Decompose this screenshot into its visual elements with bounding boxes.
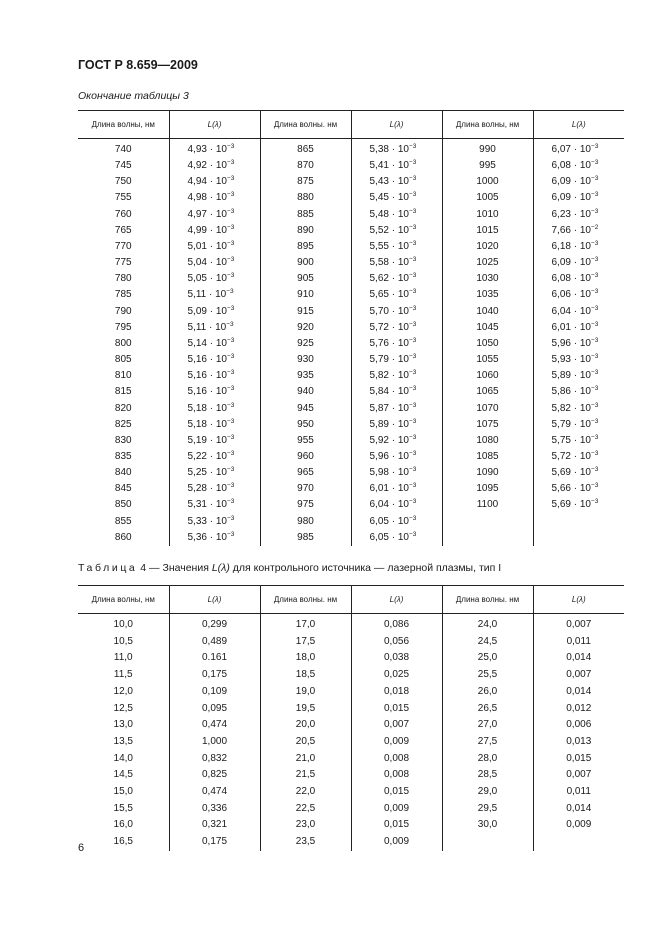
wavelength-cell: 26,0 bbox=[442, 684, 533, 701]
wavelength-cell: 14,5 bbox=[78, 767, 169, 784]
wavelength-cell: 14,0 bbox=[78, 751, 169, 768]
table-row bbox=[78, 368, 624, 384]
wavelength-cell: 11,5 bbox=[78, 667, 169, 684]
wavelength-cell: 955 bbox=[260, 433, 351, 449]
wavelength-cell: 21,0 bbox=[260, 751, 351, 768]
wavelength-cell: 12,0 bbox=[78, 684, 169, 701]
value-cell: $4,98 \cdot 10^{-3}$ bbox=[169, 190, 260, 206]
value-cell: $5,84 \cdot 10^{-3}$ bbox=[351, 384, 442, 400]
value-cell: $5,72 \cdot 10^{-3}$ bbox=[351, 320, 442, 336]
value-cell: $5,11 \cdot 10^{-3}$ bbox=[169, 320, 260, 336]
table3-header-wavelength-3: Длина волны, нм bbox=[442, 111, 533, 139]
wavelength-cell: 28,5 bbox=[442, 767, 533, 784]
wavelength-cell: 17,5 bbox=[260, 634, 351, 651]
wavelength-cell: 20,5 bbox=[260, 734, 351, 751]
table-row bbox=[78, 336, 624, 352]
wavelength-cell: 10,0 bbox=[78, 614, 169, 634]
table-row bbox=[78, 614, 624, 634]
value-cell bbox=[533, 514, 624, 530]
wavelength-cell: 800 bbox=[78, 336, 169, 352]
wavelength-cell: 18,5 bbox=[260, 667, 351, 684]
table3 bbox=[78, 110, 624, 546]
wavelength-cell: 945 bbox=[260, 401, 351, 417]
value-cell: $5,43 \cdot 10^{-3}$ bbox=[351, 174, 442, 190]
wavelength-cell: 10,5 bbox=[78, 634, 169, 651]
value-cell: 0,175 bbox=[169, 834, 260, 851]
value-cell: 0,008 bbox=[351, 751, 442, 768]
wavelength-cell: 935 bbox=[260, 368, 351, 384]
table-row bbox=[78, 223, 624, 239]
wavelength-cell: 19,5 bbox=[260, 701, 351, 718]
wavelength-cell: 900 bbox=[260, 255, 351, 271]
wavelength-cell: 1035 bbox=[442, 287, 533, 303]
value-cell: $5,76 \cdot 10^{-3}$ bbox=[351, 336, 442, 352]
wavelength-cell: 16,0 bbox=[78, 817, 169, 834]
value-cell: 0,007 bbox=[351, 717, 442, 734]
value-cell: 0,336 bbox=[169, 801, 260, 818]
value-cell: $5,70 \cdot 10^{-3}$ bbox=[351, 304, 442, 320]
wavelength-cell: 15,5 bbox=[78, 801, 169, 818]
table-row bbox=[78, 352, 624, 368]
table-row bbox=[78, 465, 624, 481]
value-cell: 0,015 bbox=[351, 701, 442, 718]
value-cell: $5,11 \cdot 10^{-3}$ bbox=[169, 287, 260, 303]
value-cell: $4,94 \cdot 10^{-3}$ bbox=[169, 174, 260, 190]
table3-header-value-1: L(λ) bbox=[169, 111, 260, 139]
value-cell: $5,86 \cdot 10^{-3}$ bbox=[551, 385, 599, 398]
wavelength-cell: 870 bbox=[260, 158, 351, 174]
table-row bbox=[78, 287, 624, 303]
value-cell: $5,89 \cdot 10^{-3}$ bbox=[351, 417, 442, 433]
wavelength-cell: 11,0 bbox=[78, 650, 169, 667]
table-row bbox=[78, 304, 624, 320]
value-cell: 0,175 bbox=[169, 667, 260, 684]
wavelength-cell: 920 bbox=[260, 320, 351, 336]
value-cell: 0,006 bbox=[566, 719, 592, 731]
wavelength-cell: 15,0 bbox=[78, 784, 169, 801]
table-row bbox=[78, 271, 624, 287]
table4-header-row bbox=[78, 586, 624, 614]
wavelength-cell: 29,0 bbox=[442, 784, 533, 801]
wavelength-cell: 830 bbox=[78, 433, 169, 449]
wavelength-cell: 1070 bbox=[442, 401, 533, 417]
value-cell: $5,75 \cdot 10^{-3}$ bbox=[551, 433, 599, 446]
table-row bbox=[78, 751, 624, 768]
value-cell: 0,095 bbox=[169, 701, 260, 718]
wavelength-cell: 1040 bbox=[442, 304, 533, 320]
wavelength-cell: 18,0 bbox=[260, 650, 351, 667]
wavelength-cell: 29,5 bbox=[442, 801, 533, 818]
wavelength-cell: 970 bbox=[260, 481, 351, 497]
table-row bbox=[78, 497, 624, 513]
value-cell: $5,38 \cdot 10^{-3}$ bbox=[351, 139, 442, 159]
table-row bbox=[78, 634, 624, 651]
value-cell: 0,299 bbox=[169, 614, 260, 634]
value-cell: $5,93 \cdot 10^{-3}$ bbox=[551, 353, 599, 366]
value-cell: 0,007 bbox=[566, 669, 592, 681]
value-cell: $5,33 \cdot 10^{-3}$ bbox=[169, 514, 260, 530]
wavelength-cell: 840 bbox=[78, 465, 169, 481]
value-cell: 0,025 bbox=[351, 667, 442, 684]
table4 bbox=[78, 585, 624, 851]
value-cell: $5,82 \cdot 10^{-3}$ bbox=[351, 368, 442, 384]
value-cell: $6,09 \cdot 10^{-3}$ bbox=[551, 256, 599, 269]
wavelength-cell: 22,5 bbox=[260, 801, 351, 818]
value-cell: 0,474 bbox=[169, 784, 260, 801]
wavelength-cell: 785 bbox=[78, 287, 169, 303]
wavelength-cell: 780 bbox=[78, 271, 169, 287]
wavelength-cell: 1050 bbox=[442, 336, 533, 352]
value-cell: 0,018 bbox=[351, 684, 442, 701]
value-cell: 0,009 bbox=[566, 819, 592, 831]
table3-header-value-3: L(λ) bbox=[533, 111, 624, 139]
value-cell: 0,011 bbox=[566, 786, 591, 798]
wavelength-cell: 1020 bbox=[442, 239, 533, 255]
value-cell: 0,009 bbox=[351, 801, 442, 818]
wavelength-cell: 885 bbox=[260, 207, 351, 223]
wavelength-cell bbox=[442, 514, 533, 530]
wavelength-cell: 845 bbox=[78, 481, 169, 497]
wavelength-cell: 815 bbox=[78, 384, 169, 400]
value-cell: 0,007 bbox=[566, 619, 592, 630]
wavelength-cell: 795 bbox=[78, 320, 169, 336]
value-cell: $5,52 \cdot 10^{-3}$ bbox=[351, 223, 442, 239]
value-cell: $5,04 \cdot 10^{-3}$ bbox=[169, 255, 260, 271]
wavelength-cell: 1045 bbox=[442, 320, 533, 336]
value-cell: 0,012 bbox=[566, 702, 592, 714]
wavelength-cell: 1095 bbox=[442, 481, 533, 497]
wavelength-cell: 30,0 bbox=[442, 817, 533, 834]
wavelength-cell: 1080 bbox=[442, 433, 533, 449]
table-row bbox=[78, 433, 624, 449]
wavelength-cell: 835 bbox=[78, 449, 169, 465]
value-cell: $7,66 \cdot 10^{-2}$ bbox=[551, 223, 599, 236]
wavelength-cell: 1010 bbox=[442, 207, 533, 223]
value-cell: $5,18 \cdot 10^{-3}$ bbox=[169, 401, 260, 417]
value-cell: 0,832 bbox=[169, 751, 260, 768]
table3-body bbox=[78, 139, 624, 546]
wavelength-cell: 875 bbox=[260, 174, 351, 190]
wavelength-cell: 21,5 bbox=[260, 767, 351, 784]
wavelength-cell: 855 bbox=[78, 514, 169, 530]
value-cell: 0,038 bbox=[351, 650, 442, 667]
value-cell: 0,015 bbox=[566, 752, 592, 764]
wavelength-cell: 27,0 bbox=[442, 717, 533, 734]
value-cell bbox=[533, 834, 624, 851]
value-cell: $5,48 \cdot 10^{-3}$ bbox=[351, 207, 442, 223]
wavelength-cell: 1015 bbox=[442, 223, 533, 239]
value-cell: $5,22 \cdot 10^{-3}$ bbox=[169, 449, 260, 465]
value-cell: 0,014 bbox=[566, 652, 592, 664]
value-cell: $5,05 \cdot 10^{-3}$ bbox=[169, 271, 260, 287]
wavelength-cell: 17,0 bbox=[260, 614, 351, 634]
value-cell: $6,04 \cdot 10^{-3}$ bbox=[351, 497, 442, 513]
table4-header-wavelength-3: Длина волны. нм bbox=[442, 586, 533, 614]
wavelength-cell: 1030 bbox=[442, 271, 533, 287]
value-cell: $5,09 \cdot 10^{-3}$ bbox=[169, 304, 260, 320]
value-cell: 0,014 bbox=[566, 802, 592, 814]
wavelength-cell: 1090 bbox=[442, 465, 533, 481]
value-cell: $5,18 \cdot 10^{-3}$ bbox=[169, 417, 260, 433]
value-cell: $6,08 \cdot 10^{-3}$ bbox=[551, 159, 599, 172]
wavelength-cell: 13,5 bbox=[78, 734, 169, 751]
wavelength-cell: 940 bbox=[260, 384, 351, 400]
wavelength-cell: 890 bbox=[260, 223, 351, 239]
wavelength-cell: 755 bbox=[78, 190, 169, 206]
table-row bbox=[78, 667, 624, 684]
value-cell: $6,09 \cdot 10^{-3}$ bbox=[551, 175, 599, 188]
value-cell: $5,55 \cdot 10^{-3}$ bbox=[351, 239, 442, 255]
value-cell: $5,14 \cdot 10^{-3}$ bbox=[169, 336, 260, 352]
value-cell: $5,79 \cdot 10^{-3}$ bbox=[351, 352, 442, 368]
value-cell: 0,474 bbox=[169, 717, 260, 734]
table-row bbox=[78, 530, 624, 546]
table-row bbox=[78, 190, 624, 206]
value-cell: $4,99 \cdot 10^{-3}$ bbox=[169, 223, 260, 239]
value-cell: $5,62 \cdot 10^{-3}$ bbox=[351, 271, 442, 287]
wavelength-cell: 1085 bbox=[442, 449, 533, 465]
wavelength-cell: 980 bbox=[260, 514, 351, 530]
value-cell: $4,92 \cdot 10^{-3}$ bbox=[169, 158, 260, 174]
table-row bbox=[78, 384, 624, 400]
value-cell: 0,007 bbox=[566, 769, 592, 781]
wavelength-cell: 960 bbox=[260, 449, 351, 465]
wavelength-cell: 865 bbox=[260, 139, 351, 159]
table-row bbox=[78, 784, 624, 801]
value-cell: $5,72 \cdot 10^{-3}$ bbox=[551, 449, 599, 462]
table-row bbox=[78, 207, 624, 223]
table4-header-wavelength-2: Длина волны. нм bbox=[260, 586, 351, 614]
wavelength-cell: 1000 bbox=[442, 174, 533, 190]
wavelength-cell: 915 bbox=[260, 304, 351, 320]
table-row bbox=[78, 684, 624, 701]
table3-header-row bbox=[78, 111, 624, 139]
value-cell: $5,98 \cdot 10^{-3}$ bbox=[351, 465, 442, 481]
table-row bbox=[78, 174, 624, 190]
wavelength-cell: 985 bbox=[260, 530, 351, 546]
wavelength-cell: 860 bbox=[78, 530, 169, 546]
wavelength-cell: 990 bbox=[442, 139, 533, 159]
wavelength-cell: 750 bbox=[78, 174, 169, 190]
wavelength-cell: 965 bbox=[260, 465, 351, 481]
value-cell: $5,65 \cdot 10^{-3}$ bbox=[351, 287, 442, 303]
value-cell: $4,97 \cdot 10^{-3}$ bbox=[169, 207, 260, 223]
value-cell: $6,05 \cdot 10^{-3}$ bbox=[351, 530, 442, 546]
table-row bbox=[78, 834, 624, 851]
page-number: 6 bbox=[78, 842, 85, 854]
value-cell: 0,825 bbox=[169, 767, 260, 784]
table4-header-value-1: L(λ) bbox=[169, 586, 260, 614]
table-row bbox=[78, 401, 624, 417]
standard-designation: ГОСТ Р 8.659—2009 bbox=[78, 58, 198, 72]
table3-header-wavelength-1: Длина волны, нм bbox=[78, 111, 169, 139]
value-cell: $5,25 \cdot 10^{-3}$ bbox=[169, 465, 260, 481]
table4-body bbox=[78, 614, 624, 851]
value-cell: $5,69 \cdot 10^{-3}$ bbox=[551, 466, 599, 479]
wavelength-cell: 27,5 bbox=[442, 734, 533, 751]
table4-header-wavelength-1: Длина волны, нм bbox=[78, 586, 169, 614]
wavelength-cell: 28,0 bbox=[442, 751, 533, 768]
value-cell: $5,16 \cdot 10^{-3}$ bbox=[169, 368, 260, 384]
value-cell: $5,28 \cdot 10^{-3}$ bbox=[169, 481, 260, 497]
value-cell: $6,04 \cdot 10^{-3}$ bbox=[551, 304, 599, 317]
wavelength-cell: 790 bbox=[78, 304, 169, 320]
value-cell: 0,109 bbox=[169, 684, 260, 701]
value-cell: 0.161 bbox=[169, 650, 260, 667]
value-cell: $6,05 \cdot 10^{-3}$ bbox=[351, 514, 442, 530]
table4-caption: Таблица 4 — Значения L(λ) для контрольного источника — лазерной плазмы, тип I bbox=[78, 562, 502, 574]
value-cell: 0,056 bbox=[351, 634, 442, 651]
value-cell: 0,008 bbox=[351, 767, 442, 784]
value-cell: $5,69 \cdot 10^{-3}$ bbox=[551, 498, 599, 511]
wavelength-cell: 13,0 bbox=[78, 717, 169, 734]
value-cell: $6,06 \cdot 10^{-3}$ bbox=[551, 288, 599, 301]
value-cell: $5,87 \cdot 10^{-3}$ bbox=[351, 401, 442, 417]
wavelength-cell: 820 bbox=[78, 401, 169, 417]
value-cell: 0,321 bbox=[169, 817, 260, 834]
wavelength-cell: 775 bbox=[78, 255, 169, 271]
table-row bbox=[78, 650, 624, 667]
value-cell: $5,82 \cdot 10^{-3}$ bbox=[551, 401, 599, 414]
value-cell: 0,014 bbox=[566, 685, 592, 697]
wavelength-cell: 905 bbox=[260, 271, 351, 287]
table-row bbox=[78, 158, 624, 174]
value-cell: $5,96 \cdot 10^{-3}$ bbox=[351, 449, 442, 465]
value-cell: $4,93 \cdot 10^{-3}$ bbox=[169, 139, 260, 159]
wavelength-cell: 25,0 bbox=[442, 650, 533, 667]
wavelength-cell: 1055 bbox=[442, 352, 533, 368]
value-cell bbox=[533, 530, 624, 546]
wavelength-cell: 26,5 bbox=[442, 701, 533, 718]
value-cell: 0,489 bbox=[169, 634, 260, 651]
wavelength-cell: 925 bbox=[260, 336, 351, 352]
value-cell: $6,01 \cdot 10^{-3}$ bbox=[551, 320, 599, 333]
value-cell: $5,45 \cdot 10^{-3}$ bbox=[351, 190, 442, 206]
value-cell: $5,36 \cdot 10^{-3}$ bbox=[169, 530, 260, 546]
value-cell: 0,011 bbox=[566, 635, 591, 647]
value-cell: $6,01 \cdot 10^{-3}$ bbox=[351, 481, 442, 497]
wavelength-cell: 950 bbox=[260, 417, 351, 433]
wavelength-cell: 740 bbox=[78, 139, 169, 159]
value-cell: $5,92 \cdot 10^{-3}$ bbox=[351, 433, 442, 449]
wavelength-cell: 810 bbox=[78, 368, 169, 384]
value-cell: $5,31 \cdot 10^{-3}$ bbox=[169, 497, 260, 513]
value-cell: $6,08 \cdot 10^{-3}$ bbox=[551, 272, 599, 285]
table-row bbox=[78, 801, 624, 818]
wavelength-cell: 24,0 bbox=[442, 614, 533, 634]
value-cell: $6,23 \cdot 10^{-3}$ bbox=[551, 207, 599, 220]
value-cell: $5,58 \cdot 10^{-3}$ bbox=[351, 255, 442, 271]
value-cell: $6,07 \cdot 10^{-3}$ bbox=[551, 143, 599, 155]
table-row bbox=[78, 417, 624, 433]
wavelength-cell: 22,0 bbox=[260, 784, 351, 801]
wavelength-cell: 995 bbox=[442, 158, 533, 174]
table-row bbox=[78, 734, 624, 751]
wavelength-cell: 1065 bbox=[442, 384, 533, 400]
table3-header-value-2: L(λ) bbox=[351, 111, 442, 139]
wavelength-cell: 23,0 bbox=[260, 817, 351, 834]
wavelength-cell: 975 bbox=[260, 497, 351, 513]
wavelength-cell: 895 bbox=[260, 239, 351, 255]
value-cell: $5,66 \cdot 10^{-3}$ bbox=[551, 482, 599, 495]
wavelength-cell: 850 bbox=[78, 497, 169, 513]
value-cell: $5,41 \cdot 10^{-3}$ bbox=[351, 158, 442, 174]
wavelength-cell: 16,5 bbox=[78, 834, 169, 851]
wavelength-cell: 765 bbox=[78, 223, 169, 239]
wavelength-cell: 805 bbox=[78, 352, 169, 368]
wavelength-cell: 760 bbox=[78, 207, 169, 223]
table-row bbox=[78, 449, 624, 465]
value-cell: $5,96 \cdot 10^{-3}$ bbox=[551, 336, 599, 349]
table-row bbox=[78, 717, 624, 734]
value-cell: $5,79 \cdot 10^{-3}$ bbox=[551, 417, 599, 430]
table-row bbox=[78, 481, 624, 497]
table-row bbox=[78, 701, 624, 718]
table4-header-value-2: L(λ) bbox=[351, 586, 442, 614]
value-cell: 0,009 bbox=[351, 734, 442, 751]
wavelength-cell: 12,5 bbox=[78, 701, 169, 718]
wavelength-cell: 930 bbox=[260, 352, 351, 368]
value-cell: $5,89 \cdot 10^{-3}$ bbox=[551, 369, 599, 382]
table-row bbox=[78, 767, 624, 784]
wavelength-cell: 20,0 bbox=[260, 717, 351, 734]
table-row bbox=[78, 239, 624, 255]
wavelength-cell bbox=[442, 834, 533, 851]
table3-continuation-label: Окончание таблицы 3 bbox=[78, 90, 189, 102]
wavelength-cell: 1005 bbox=[442, 190, 533, 206]
wavelength-cell: 770 bbox=[78, 239, 169, 255]
table-row bbox=[78, 255, 624, 271]
value-cell: 0,086 bbox=[351, 614, 442, 634]
wavelength-cell bbox=[442, 530, 533, 546]
wavelength-cell: 1100 bbox=[442, 497, 533, 513]
value-cell: $5,01 \cdot 10^{-3}$ bbox=[169, 239, 260, 255]
wavelength-cell: 19,0 bbox=[260, 684, 351, 701]
wavelength-cell: 25,5 bbox=[442, 667, 533, 684]
table-row bbox=[78, 817, 624, 834]
wavelength-cell: 23,5 bbox=[260, 834, 351, 851]
value-cell: $6,09 \cdot 10^{-3}$ bbox=[551, 191, 599, 204]
wavelength-cell: 24,5 bbox=[442, 634, 533, 651]
wavelength-cell: 1075 bbox=[442, 417, 533, 433]
value-cell: 0,015 bbox=[351, 784, 442, 801]
wavelength-cell: 825 bbox=[78, 417, 169, 433]
table4-header-value-3: L(λ) bbox=[533, 586, 624, 614]
wavelength-cell: 1025 bbox=[442, 255, 533, 271]
table-row bbox=[78, 514, 624, 530]
table-row bbox=[78, 320, 624, 336]
value-cell: $5,16 \cdot 10^{-3}$ bbox=[169, 384, 260, 400]
value-cell: $6,18 \cdot 10^{-3}$ bbox=[551, 239, 599, 252]
value-cell: 0,013 bbox=[566, 735, 592, 747]
value-cell: $5,19 \cdot 10^{-3}$ bbox=[169, 433, 260, 449]
wavelength-cell: 880 bbox=[260, 190, 351, 206]
table3-header-wavelength-2: Длина волны. нм bbox=[260, 111, 351, 139]
table-row bbox=[78, 139, 624, 159]
wavelength-cell: 910 bbox=[260, 287, 351, 303]
value-cell: 0,015 bbox=[351, 817, 442, 834]
value-cell: 0,009 bbox=[351, 834, 442, 851]
value-cell: $5,16 \cdot 10^{-3}$ bbox=[169, 352, 260, 368]
wavelength-cell: 745 bbox=[78, 158, 169, 174]
wavelength-cell: 1060 bbox=[442, 368, 533, 384]
value-cell: 1,000 bbox=[169, 734, 260, 751]
